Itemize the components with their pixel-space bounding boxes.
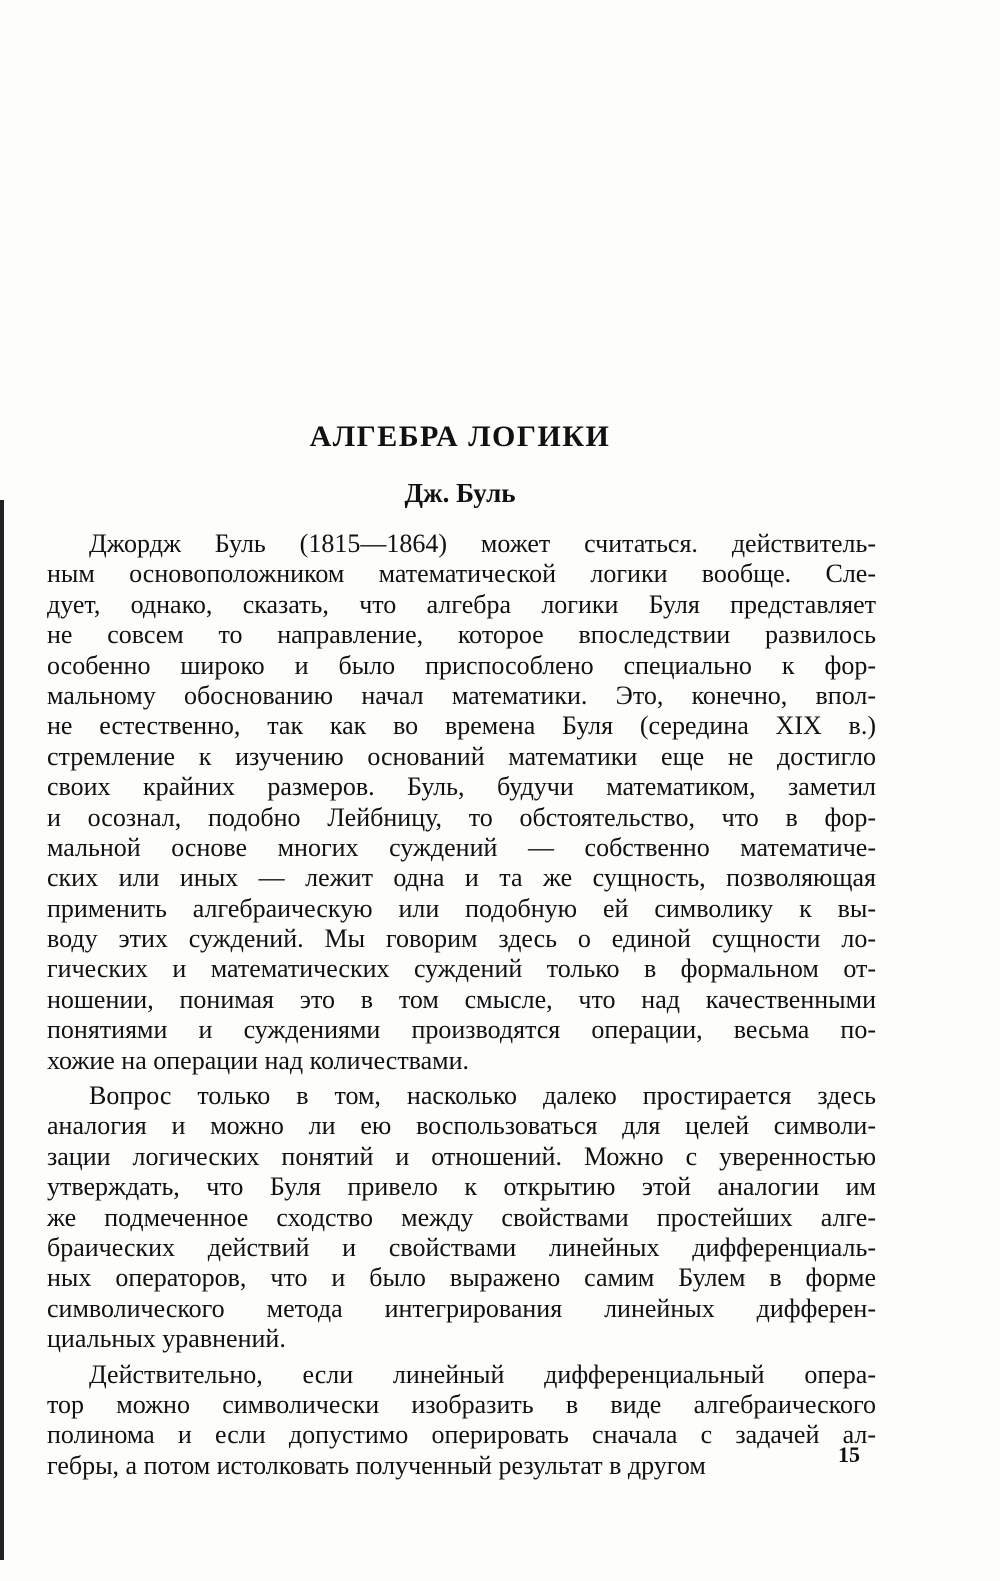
text-line (47, 1081, 876, 1111)
text-line-content: зации логических понятий и отношений. Можно с уверенностью (47, 1141, 876, 1171)
text-line-content: воду этих суждений. Мы говорим здесь о единой сущности ло- (47, 924, 876, 954)
paragraph (47, 529, 876, 1076)
text-line-content: гических и математических суждений только в формальном от- (47, 954, 876, 984)
text-line-content: применить алгебраическую или подобную ей символику к вы- (47, 893, 876, 923)
text-line-content: аналогия и можно ли ею воспользоваться для целей символи- (47, 1111, 876, 1141)
text-line-content: полинома и если допустимо оперировать сначала с задачей ал- (47, 1420, 876, 1450)
text-line (47, 1233, 876, 1263)
text-line (47, 1390, 876, 1420)
text-line-content: тор можно символически изобразить в виде алгебраического (47, 1389, 876, 1419)
text-line-content: ских или иных — лежит одна и та же сущность, позволяющая (47, 863, 876, 893)
text-line (47, 1324, 876, 1354)
text-line-content: же подмеченное сходство между свойствами простейших алге- (47, 1202, 876, 1232)
text-line-content: ношении, понимая это в том смысле, что над качественными (47, 984, 876, 1014)
text-line (47, 803, 876, 833)
paragraph (47, 1081, 876, 1355)
text-line (47, 924, 876, 954)
text-line-content: своих крайних размеров. Буль, будучи математиком, заметил (47, 772, 876, 802)
text-line-content: Действительно, если линейный дифференциальный опера- (89, 1359, 876, 1389)
text-line (47, 620, 876, 650)
text-line (47, 1142, 876, 1172)
text-line (47, 559, 876, 589)
text-line-content: мальному обоснованию начал математики. Это, конечно, впол- (47, 680, 876, 710)
text-line (47, 1172, 876, 1202)
chapter-title: АЛГЕБРА ЛОГИКИ (309, 420, 611, 453)
text-line-content: ных операторов, что и было выражено самим Булем в форме (47, 1263, 876, 1293)
text-line-content: и осознал, подобно Лейбницу, то обстоятельство, что в фор- (47, 802, 876, 832)
text-line (47, 1360, 876, 1390)
text-line (47, 1263, 876, 1293)
text-line-content: утверждать, что Буля привело к открытию этой аналогии им (47, 1172, 876, 1202)
text-line (47, 1451, 876, 1481)
text-line (47, 529, 876, 559)
text-line (47, 742, 876, 772)
text-line (47, 1015, 876, 1045)
text-line-content: ным основоположником математической логики вообще. Сле- (47, 559, 876, 589)
body-text (47, 529, 876, 1481)
text-line (47, 863, 876, 893)
text-line (47, 1046, 876, 1076)
text-line (47, 833, 876, 863)
text-line (47, 1111, 876, 1141)
text-line-content: хожие на операции над количествами. (47, 1045, 470, 1075)
paragraph (47, 1360, 876, 1482)
text-line-content: гебры, а потом истолковать полученный результат в другом (47, 1450, 706, 1480)
text-line (47, 651, 876, 681)
text-line (47, 1420, 876, 1450)
text-line-content: дует, однако, сказать, что алгебра логики Буля представляет (47, 589, 876, 619)
text-line-content: Джордж Буль (1815—1864) может считаться. действитель- (89, 529, 876, 558)
text-line (47, 590, 876, 620)
text-line (47, 711, 876, 741)
text-line (47, 1294, 876, 1324)
text-line-content: не естественно, так как во времена Буля (середина XIX в.) (47, 711, 876, 741)
text-line (47, 772, 876, 802)
text-line (47, 681, 876, 711)
text-line-content: Вопрос только в том, насколько далеко простирается здесь (89, 1081, 876, 1111)
text-line-content: браических действий и свойствами линейных дифференциаль- (47, 1232, 876, 1262)
text-line (47, 1203, 876, 1233)
text-line (47, 954, 876, 984)
text-line (47, 894, 876, 924)
text-line-content: понятиями и суждениями производятся операции, весьма по- (47, 1015, 876, 1045)
text-line-content: не совсем то направление, которое впоследствии развилось (47, 620, 876, 650)
text-line-content: особенно широко и было приспособлено специально к фор- (47, 650, 876, 680)
text-line (47, 985, 876, 1015)
text-line-content: символического метода интегрирования линейных дифферен- (47, 1293, 876, 1323)
page-number: 15 (838, 1442, 860, 1467)
page-edge-shadow (0, 500, 4, 1560)
text-line-content: циальных уравнений. (47, 1324, 286, 1354)
text-line-content: стремление к изучению оснований математики еще не достигло (47, 741, 876, 771)
chapter-author: Дж. Буль (404, 478, 516, 508)
text-line-content: мальной основе многих суждений — собственно математиче- (47, 832, 876, 862)
